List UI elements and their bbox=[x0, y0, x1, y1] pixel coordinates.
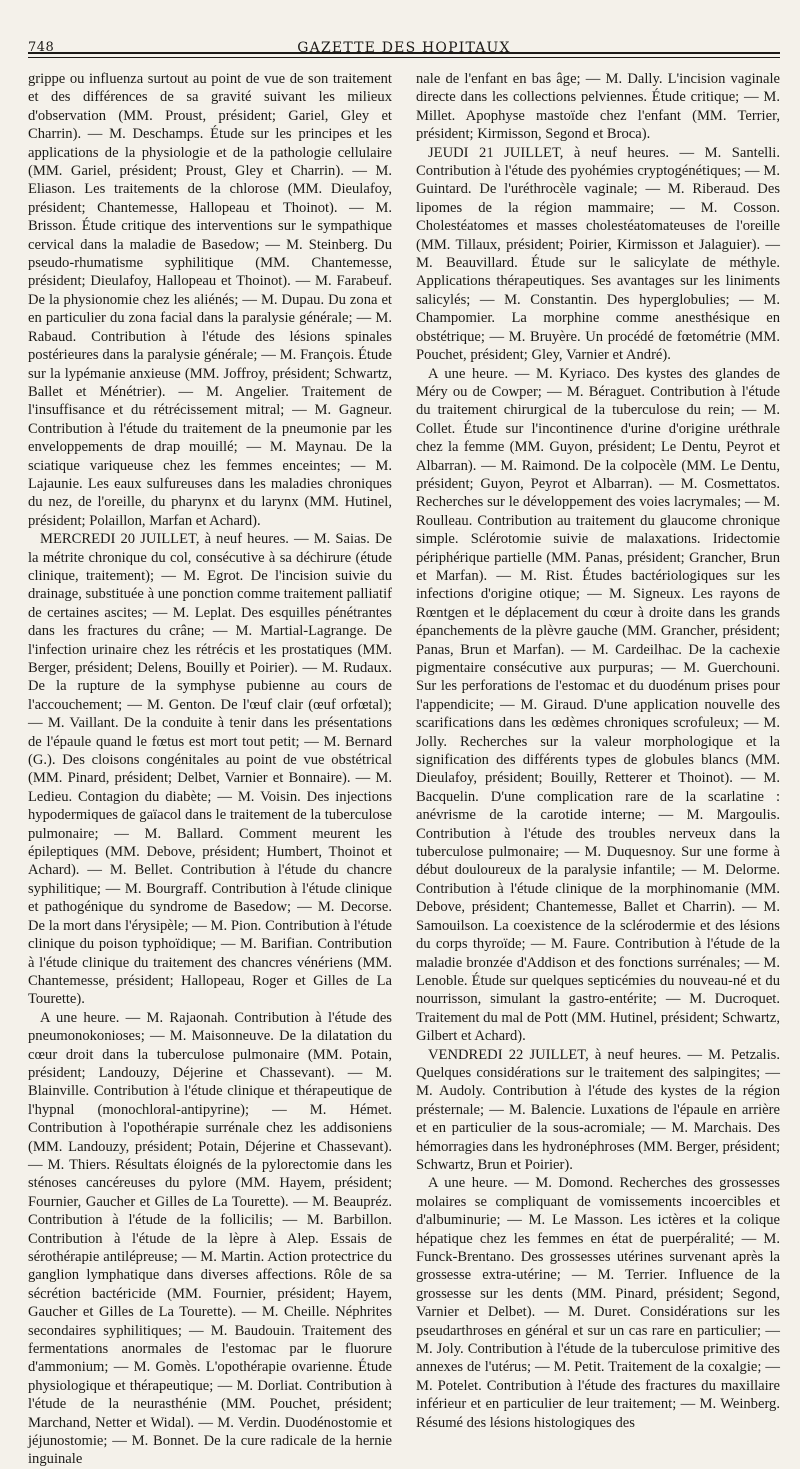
paragraph: VENDREDI 22 JUILLET, à neuf heures. — M. Petzalis. Quelques considérations sur le traitement des salpingites; — M. Audoly. Contribution à l'étude des kystes de la région présternale; — M. Balencie. Luxations de l'épaule en arrière et en particulier de la sous-acromiale; — M. Marchais. Des hémorragies dans les hydronéphroses (MM. Berger, président; Schwartz, Brun et Poirier). bbox=[416, 1046, 780, 1173]
paragraph: JEUDI 21 JUILLET, à neuf heures. — M. Santelli. Contribution à l'étude des pyohémies cryptogénétiques; — M. Guintard. De l'uréthrocèle vaginale; — M. Riberaud. Des lipomes de la région mammaire; — M. Cosson. Cholestéatomes et masses cholestéatomateuses de l'oreille (MM. Tillaux, président; Poirier, Kirmisson et Jalaguier). — M. Beauvillard. Étude sur le salicylate de méthyle. Applications thérapeutiques. Ses avantages sur les liniments salicylés; — M. Constantin. Des hyperglobulies; — M. Champomier. La morphine comme anesthésique en obstétrique; — M. Bruyère. Un procédé de fœtométrie (MM. Pouchet, président; Gley, Varnier et André). bbox=[416, 144, 780, 364]
paragraph: A une heure. — M. Domond. Recherches des grossesses molaires se compliquant de vomissements incoercibles et d'albuminurie; — M. Le Masson. Les ictères et la colique hépatique chez les femmes en état de puerpéralité; — M. Funck-Brentano. Des grossesses utérines survenant après la grossesse extra-utérine; — M. Terrier. Influence de la grossesse sur les dents (MM. Pinard, président; Segond, Varnier et Delbet). — M. Duret. Considérations sur les pseudarthroses en général et sur un cas rare en particulier; — M. Joly. Contribution à l'étude de la tuberculose primitive des annexes de l'utérus; — M. Petit. Traitement de la coxalgie; — M. Potelet. Contribution à l'étude des fractures du maxillaire inférieur et en particulier de leur traitement; — M. Weinberg. Résumé des lésions histologiques des bbox=[416, 1175, 780, 1431]
page-number: 748 bbox=[28, 40, 55, 55]
paragraph: A une heure. — M. Rajaonah. Contribution à l'étude des pneumonokonioses; — M. Maisonneuve. De la dilatation du cœur droit dans la tuberculose pulmonaire (MM. Potain, président; Landouzy, Déjerine et Chassevant). — M. Blainville. Contribution à l'étude clinique et thérapeutique de l'hypnal (monochloral-antipyrine); — M. Hémet. Contribution à l'opothérapie surrénale chez les addisoniens (MM. Landouzy, président; Potain, Déjerine et Chassevant). — M. Thiers. Résultats éloignés de la pylorectomie dans les sténoses cancéreuses du pylore (MM. Hayem, président; Fournier, Gaucher et Gilles de La Tourette). — M. Beaupréz. Contribution à l'étude de la follicilis; — M. Barbillon. Contribution à l'étude de la lèpre à Alep. Essais de sérothérapie antilépreuse; — M. Martin. Action protectrice du ganglion lymphatique dans diverses affections. Rôle de sa sécrétion bactéricide (MM. Fournier, président; Hayem, Gaucher et Gilles de La Tourette). — M. Cheille. Néphrites secondaires syphilitiques; — M. Baudouin. Traitement des fermentations anormales de l'estomac par le fluorure d'ammonium; — M. Gomès. L'opothérapie ovarienne. Étude physiologique et thérapeutique; — M. Dorliat. Contribution à l'étude de la neurasthénie (MM. Pouchet, président; Marchand, Netter et Widal). — M. Verdin. Duodénostomie et jéjunostomie; — M. Bonnet. De la cure radicale de la hernie inguinale bbox=[28, 1009, 392, 1468]
right-column bbox=[416, 70, 780, 1469]
left-column bbox=[28, 70, 392, 1469]
paragraph: A une heure. — M. Kyriaco. Des kystes des glandes de Méry ou de Cowper; — M. Béraguet. Contribution à l'étude du traitement chirurgical de la tuberculose du rein; — M. Collet. Étude sur l'incontinence d'urine d'origine uréthrale chez la femme (MM. Guyon, président; Le Dentu, Peyrot et Albarran). — M. Raimond. De la colpocèle (MM. Le Dentu, président; Guyon, Peyrot et Albarran). — M. Cosmettatos. Recherches sur le développement des voies lacrymales; — M. Roulleau. Contribution au traitement du glaucome chronique simple. Sclérotomie suivie de malaxations. Iridectomie périphérique partielle (MM. Panas, président; Grancher, Brun et Marfan). — M. Rist. Études bactériologiques sur les infections d'origine otique; — M. Signeux. Les rayons de Rœntgen et le déplacement du cœur à droite dans les grands épanchements de la plèvre gauche (MM. Grancher, président; Panas, Brun et Marfan). — M. Cardeilhac. De la cachexie pigmentaire consécutive aux purpuras; — M. Guerchouni. Sur les perforations de l'estomac et du duodénum prises pour l'appendicite; — M. Giraud. D'une application nouvelle des scarifications dans les œdèmes chroniques scrofuleux; — M. Jolly. Recherches sur la valeur morphologique et la signification des différents types de globules blancs (MM. Dieulafoy, président; Bouilly, Retterer et Thoinot). — M. Bacquelin. D'une complication rare de la scarlatine : anévrisme de la carotide interne; — M. Margoulis. Contribution à l'étude des troubles nerveux dans la tuberculose pulmonaire; — M. Duquesnoy. Sur une forme à début douloureux de la paralysie infantile; — M. Delorme. Contribution à l'étude clinique de la morphinomanie (MM. Debove, président; Chantemesse, Ballet et Charrin). — M. Samouilson. La coexistence de la sclérodermie et des lésions du corps thyroïde; — M. Faure. Contribution à l'étude de la maladie bronzée d'Addison et des fonctions surrénales; — M. Lenoble. Étude sur quelques septicémies du nouveau-né et du nourrisson, simulant la gastro-entérite; — M. Ducroquet. Traitement du mal de Pott (MM. Hutinel, président; Schwartz, Gilbert et Achard). bbox=[416, 365, 780, 1045]
page-header bbox=[28, 0, 780, 56]
header-rule-thin bbox=[28, 57, 780, 58]
journal-title: GAZETTE DES HOPITAUX bbox=[297, 40, 511, 56]
paragraph: grippe ou influenza surtout au point de vue de son traitement et des différences de sa gravité suivant les milieux d'observation (MM. Proust, président; Gariel, Gley et Charrin). — M. Deschamps. Étude sur les principes et les applications de la physiologie et de la pathologie cellulaire (MM. Gariel, président; Proust, Gley et Charrin). — M. Eliason. Les traitements de la chlorose (MM. Dieulafoy, président; Chantemesse, Hallopeau et Thoinot). — M. Brisson. Étude critique des interventions sur le sympathique cervical dans la maladie de Basedow; — M. Steinberg. Du pseudo-rhumatisme syphilitique (MM. Chantemesse, président; Dieulafoy, Hallopeau et Thoinot). — M. Farabeuf. De la physionomie chez les aliénés; — M. Dupau. Du zona et en particulier du zona facial dans la paralysie générale; — M. Rabaud. Contribution à l'étude des lésions spinales postérieures dans la paralysie générale; — M. François. Étude sur la lypémanie anxieuse (MM. Joffroy, président; Schwartz, Ballet et Ménétrier). — M. Angelier. Traitement de l'insuffisance et du rétrécissement mitral; — M. Gagneur. Contribution à l'étude du traitement de la pneumonie par les enveloppements de drap mouillé; — M. Maynau. De la sciatique variqueuse chez les femmes enceintes; — M. Lajaunie. Les eaux sulfureuses dans les maladies chroniques du nez, de l'oreille, du pharynx et du larynx (MM. Hutinel, président; Polaillon, Marfan et Achard). bbox=[28, 71, 392, 529]
text-columns bbox=[28, 70, 780, 1469]
paragraph: MERCREDI 20 JUILLET, à neuf heures. — M. Saias. De la métrite chronique du col, consécutive à sa déchirure (étude clinique, traitement); — M. Egrot. De l'incision suivie du drainage, substituée à une ponction comme traitement palliatif de certaines ascites; — M. Leplat. Des esquilles pénétrantes dans les fractures du crâne; — M. Martial-Lagrange. De l'infection urinaire chez les rétrécis et les prostatiques (MM. Berger, président; Delens, Bouilly et Poirier). — M. Rudaux. De la rupture de la symphyse pubienne au cours de l'accouchement; — M. Genton. De l'œuf clair (œuf orfœtal); — M. Vaillant. De la conduite à tenir dans les présentations de l'épaule quand le fœtus est mort tout petit; — M. Bernard (G.). Des cloisons congénitales au point de vue obstétrical (MM. Pinard, président; Delbet, Varnier et Bonnaire). — M. Lediеu. Contagion du diabète; — M. Voisin. Des injections hypodermiques de gaïacol dans le traitement de la tuberculose pulmonaire; — M. Ballard. Comment meurent les épileptiques (MM. Debove, président; Humbert, Thoinot et Achard). — M. Bellet. Contribution à l'étude du chancre syphilitique; — M. Bourgraff. Contribution à l'étude clinique et pathogénique du syndrome de Basedow; — M. Decorse. De la mort dans l'érysipèle; — M. Pion. Contribution à l'étude clinique du poison typhoïdique; — M. Barifian. Contribution à l'étude clinique du traitement des chancres vénériens (MM. Chantemesse, président; Hallopeau, Roger et Gilles de La Tourette). bbox=[28, 531, 392, 1008]
paragraph: nale de l'enfant en bas âge; — M. Dally. L'incision vaginale directe dans les collections pelviennes. Étude critique; — M. Millet. Apophyse mastoïde chez l'enfant (MM. Terrier, président; Kirmisson, Segond et Broca). bbox=[416, 71, 780, 143]
